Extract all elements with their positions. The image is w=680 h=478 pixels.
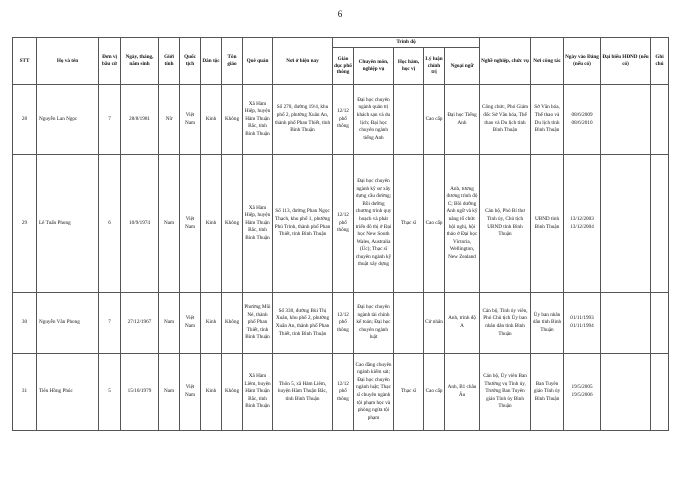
general-edu-cell: 12/12 phổ thông xyxy=(333,293,354,354)
header-ethnicity: Dân tộc xyxy=(201,38,222,85)
delegate-cell xyxy=(601,85,651,155)
header-nationality: Quốc tịch xyxy=(180,38,201,85)
party-date-line: 01/11/1994 xyxy=(570,323,594,329)
stt-cell: 29 xyxy=(13,155,37,293)
notes-cell xyxy=(651,354,669,431)
ethnicity-cell: Kinh xyxy=(201,293,222,354)
specialty-cell: Cao đẳng chuyên ngành kiểm sát; Đại học chuyên ngành luật; Thạc sĩ chuyên ngành tội phạm học và phòng ngừa tội phạm xyxy=(354,354,394,431)
header-gender: Giới tính xyxy=(159,38,180,85)
delegate-cell xyxy=(601,155,651,293)
stt-cell: 31 xyxy=(13,354,37,431)
occupation-cell: Cán bộ, Ủy viên Ban Thường vụ Tỉnh ủy, Trưởng Ban Tuyên giáo Tỉnh ủy Bình Thuận xyxy=(480,354,531,431)
notes-cell xyxy=(651,155,669,293)
nationality-cell: Việt Nam xyxy=(180,354,201,431)
workplace-cell: Ban Tuyên giáo Tỉnh ủy Bình Thuận xyxy=(531,354,564,431)
political-cell: Cao cấp xyxy=(424,155,445,293)
stt-cell: 30 xyxy=(13,293,37,354)
header-name: Họ và tên xyxy=(37,38,99,85)
residence-cell: Số 270, đường 19/4, khu phố 2, phường Xuân An, thành phố Phan Thiết, tỉnh Bình Thuận xyxy=(273,85,333,155)
nationality-cell: Việt Nam xyxy=(180,293,201,354)
general-edu-cell: 12/12 phổ thông xyxy=(333,155,354,293)
header-education-group: Trình độ xyxy=(333,38,480,48)
party-date-cell xyxy=(564,354,601,431)
header-language: Ngoại ngữ xyxy=(445,48,480,85)
header-notes: Ghi chú xyxy=(651,38,669,85)
language-cell: Anh, B1 châu Âu xyxy=(445,354,480,431)
header-general-edu: Giáo dục phổ thông xyxy=(333,48,354,85)
specialty-cell: Đại học chuyên ngành tài chính kế toán; Đại học chuyên ngành luật xyxy=(354,293,394,354)
gender-cell: Nam xyxy=(159,293,180,354)
name-cell: Nguyễn Văn Phong xyxy=(37,293,99,354)
hometown-cell: Xã Hàm Hiệp, huyện Hàm Thuận Bắc, tỉnh Bình Thuận xyxy=(243,155,273,293)
party-date-line: 19/5/2005 xyxy=(571,384,593,391)
residence-cell: Số 330, đường Bùi Thị Xuân, khu phố 2, phường Xuân An, thành phố Phan Thiết, tỉnh Bình Thuận xyxy=(273,293,333,354)
specialty-cell: Đại học chuyên ngành kỹ sư xây dựng cầu đường; Bồi dưỡng chương trình quy hoạch và phát triển đô thị ở Đại học New South Wales, Australia (Úc); Thạc sĩ chuyên ngành kỹ thuật xây dựng xyxy=(354,155,394,293)
gender-cell: Nam xyxy=(159,354,180,431)
degree-cell: Thạc sĩ xyxy=(394,354,424,431)
dob-cell: 27/12/1967 xyxy=(121,293,159,354)
unit-cell: 5 xyxy=(99,354,121,431)
header-unit: Đơn vị bầu cử xyxy=(99,38,121,85)
party-date-cell xyxy=(564,293,601,354)
dob-cell: 28/8/1981 xyxy=(121,85,159,155)
header-religion: Tôn giáo xyxy=(222,38,243,85)
header-party-date: Ngày vào Đảng (nếu có) xyxy=(564,38,601,85)
header-political: Lý luận chính trị xyxy=(424,48,445,85)
hometown-cell: Phường Mũi Né, thành phố Phan Thiết, tỉnh Bình Thuận xyxy=(243,293,273,354)
ethnicity-cell: Kinh xyxy=(201,85,222,155)
header-stt: STT xyxy=(13,38,37,85)
occupation-cell: Công chức, Phó Giám đốc Sở Văn hóa, Thể thao và Du lịch tỉnh Bình Thuận xyxy=(480,85,531,155)
unit-cell: 7 xyxy=(99,293,121,354)
delegate-cell xyxy=(601,354,651,431)
occupation-cell: Cán bộ, Phó Bí thư Tỉnh ủy, Chủ tịch UBND tỉnh Bình Thuận xyxy=(480,155,531,293)
party-date-line: 01/11/1993 xyxy=(570,315,594,322)
language-cell: Anh, trình độ A xyxy=(445,293,480,354)
delegate-cell xyxy=(601,293,651,354)
table-row xyxy=(13,155,669,293)
workplace-cell: Sở Văn hóa, Thể thao và Du lịch tỉnh Bình Thuận xyxy=(531,85,564,155)
religion-cell: Không xyxy=(222,293,243,354)
political-cell: Cao cấp xyxy=(424,85,445,155)
candidate-table xyxy=(12,37,669,431)
residence-cell: Số 113, đường Phan Ngọc Thạch, khu phố 1, phường Phú Trinh, thành phố Phan Thiết, tỉnh Bình Thuận xyxy=(273,155,333,293)
gender-cell: Nam xyxy=(159,155,180,293)
party-date-line: 08/6/2009 xyxy=(571,111,593,118)
header-specialty: Chuyên môn, nghiệp vụ xyxy=(354,48,394,85)
ethnicity-cell: Kinh xyxy=(201,155,222,293)
specialty-cell: Đại học chuyên ngành quản trị khách sạn và du lịch; Đại học chuyên ngành tiếng Anh xyxy=(354,85,394,155)
party-date-cell xyxy=(564,85,601,155)
unit-cell: 7 xyxy=(99,85,121,155)
hometown-cell: Xã Hàm Hiệp, huyện Hàm Thuận Bắc, tỉnh Bình Thuận xyxy=(243,85,273,155)
party-date-line: 13/12/2003 xyxy=(570,215,594,222)
stt-cell: 28 xyxy=(13,85,37,155)
notes-cell xyxy=(651,293,669,354)
language-cell: Anh, tương đương trình độ C; Bồi dưỡng Anh ngữ và kỹ năng tổ chức hội nghị, hội thảo ở Đại học Victoria, Wellington, New Zealand xyxy=(445,155,480,293)
header-hometown: Quê quán xyxy=(243,38,273,85)
political-cell: Cao cấp xyxy=(424,354,445,431)
header-workplace: Nơi công tác xyxy=(531,38,564,85)
notes-cell xyxy=(651,85,669,155)
header-residence: Nơi ở hiện nay xyxy=(273,38,333,85)
table-row xyxy=(13,293,669,354)
nationality-cell: Việt Nam xyxy=(180,155,201,293)
religion-cell: Không xyxy=(222,85,243,155)
language-cell: Đại học Tiếng Anh xyxy=(445,85,480,155)
header-degree: Học hàm, học vị xyxy=(394,48,424,85)
name-cell: Lê Tuấn Phong xyxy=(37,155,99,293)
dob-cell: 15/10/1979 xyxy=(121,354,159,431)
table-row xyxy=(13,354,669,431)
religion-cell: Không xyxy=(222,155,243,293)
name-cell: Nguyễn Lan Ngọc xyxy=(37,85,99,155)
table-row xyxy=(13,85,669,155)
gender-cell: Nữ xyxy=(159,85,180,155)
workplace-cell: Ủy ban nhân dân tỉnh Bình Thuận xyxy=(531,293,564,354)
degree-cell xyxy=(394,85,424,155)
general-edu-cell: 12/12 phổ thông xyxy=(333,85,354,155)
party-date-cell xyxy=(564,155,601,293)
occupation-cell: Cán bộ, Tỉnh ủy viên, Phó Chủ tịch Ủy ban nhân dân tỉnh Bình Thuận xyxy=(480,293,531,354)
dob-cell: 10/9/1974 xyxy=(121,155,159,293)
party-date-line: 13/12/2004 xyxy=(570,223,594,230)
nationality-cell: Việt Nam xyxy=(180,85,201,155)
ethnicity-cell: Kinh xyxy=(201,354,222,431)
political-cell: Cử nhân xyxy=(424,293,445,354)
header-delegate: Đại biểu HĐND (nếu có) xyxy=(601,38,651,85)
header-dob: Ngày, tháng, năm sinh xyxy=(121,38,159,85)
degree-cell xyxy=(394,293,424,354)
workplace-cell: UBND tỉnh Bình Thuận xyxy=(531,155,564,293)
party-date-line: 08/6/2010 xyxy=(571,119,593,126)
hometown-cell: Xã Hàm Liêm, huyện Hàm Thuận Bắc, tỉnh Bình Thuận xyxy=(243,354,273,431)
religion-cell: Không xyxy=(222,354,243,431)
general-edu-cell: 12/12 phổ thông xyxy=(333,354,354,431)
party-date-line: 19/5/2006 xyxy=(571,392,593,398)
page-number: 6 xyxy=(337,9,343,19)
degree-cell: Thạc sĩ xyxy=(394,155,424,293)
name-cell: Tiêu Hồng Phúc xyxy=(37,354,99,431)
residence-cell: Thôn 5, xã Hàm Liêm, huyện Hàm Thuận Bắc, tỉnh Bình Thuận xyxy=(273,354,333,431)
unit-cell: 6 xyxy=(99,155,121,293)
header-occupation: Nghề nghiệp, chức vụ xyxy=(480,38,531,85)
